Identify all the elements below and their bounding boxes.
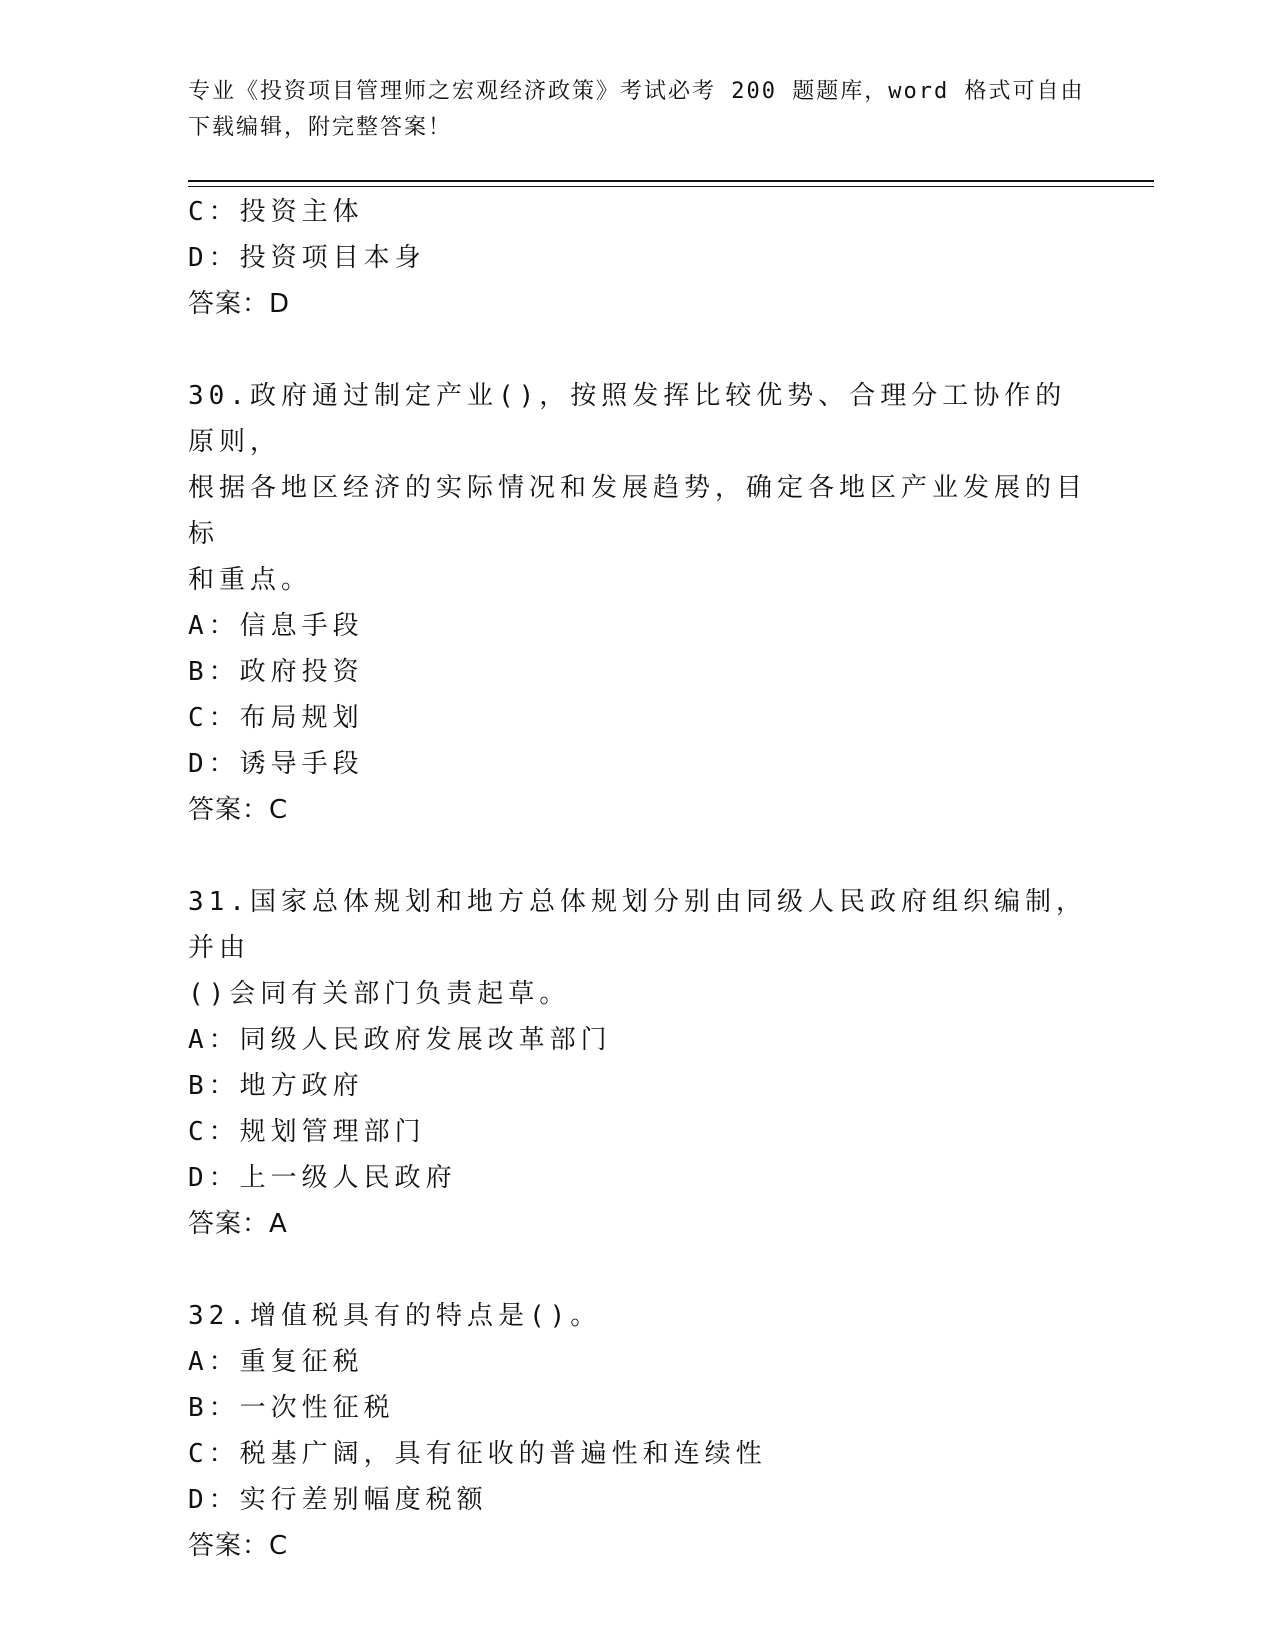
question-29-tail [188, 189, 1088, 327]
question-stem-line: 根据各地区经济的实际情况和发展趋势，确定各地区产业发展的目标 [188, 473, 1088, 549]
answer-line: 答案：D [188, 289, 291, 319]
header-divider-thick [188, 180, 1154, 182]
option-d: D：诱导手段 [188, 749, 364, 779]
answer-line: 答案：A [188, 1209, 288, 1239]
question-stem-line: 30.政府通过制定产业()，按照发挥比较优势、合理分工协作的原则， [188, 381, 1067, 457]
question-32 [188, 1293, 1088, 1569]
option-b: B：政府投资 [188, 657, 364, 687]
question-list [188, 189, 1088, 1569]
header-divider-thin [188, 186, 1154, 187]
option-d: D：实行差别幅度税额 [188, 1485, 488, 1515]
option-c: C：投资主体 [188, 197, 364, 227]
question-stem-line: 和重点。 [188, 565, 313, 595]
question-stem-line: 31.国家总体规划和地方总体规划分别由同级人民政府组织编制，并由 [188, 887, 1087, 963]
option-c: C：税基广阔，具有征收的普遍性和连续性 [188, 1439, 767, 1469]
option-d: D：上一级人民政府 [188, 1163, 457, 1193]
option-d: D：投资项目本身 [188, 243, 426, 273]
document-header: 专业《投资项目管理师之宏观经济政策》考试必考 200 题题库，word 格式可自由下载编辑，附完整答案！ [188, 79, 1085, 140]
answer-line: 答案：C [188, 1531, 289, 1561]
option-a: A：信息手段 [188, 611, 364, 641]
question-stem-line: 32.增值税具有的特点是()。 [188, 1301, 602, 1331]
answer-line: 答案：C [188, 795, 289, 825]
question-stem-line: ()会同有关部门负责起草。 [188, 979, 571, 1009]
question-30 [188, 373, 1088, 833]
option-b: B：一次性征税 [188, 1393, 395, 1423]
question-31 [188, 879, 1088, 1247]
option-a: A：重复征税 [188, 1347, 364, 1377]
option-a: A：同级人民政府发展改革部门 [188, 1025, 612, 1055]
option-c: C：布局规划 [188, 703, 364, 733]
option-b: B：地方政府 [188, 1071, 364, 1101]
option-c: C：规划管理部门 [188, 1117, 426, 1147]
